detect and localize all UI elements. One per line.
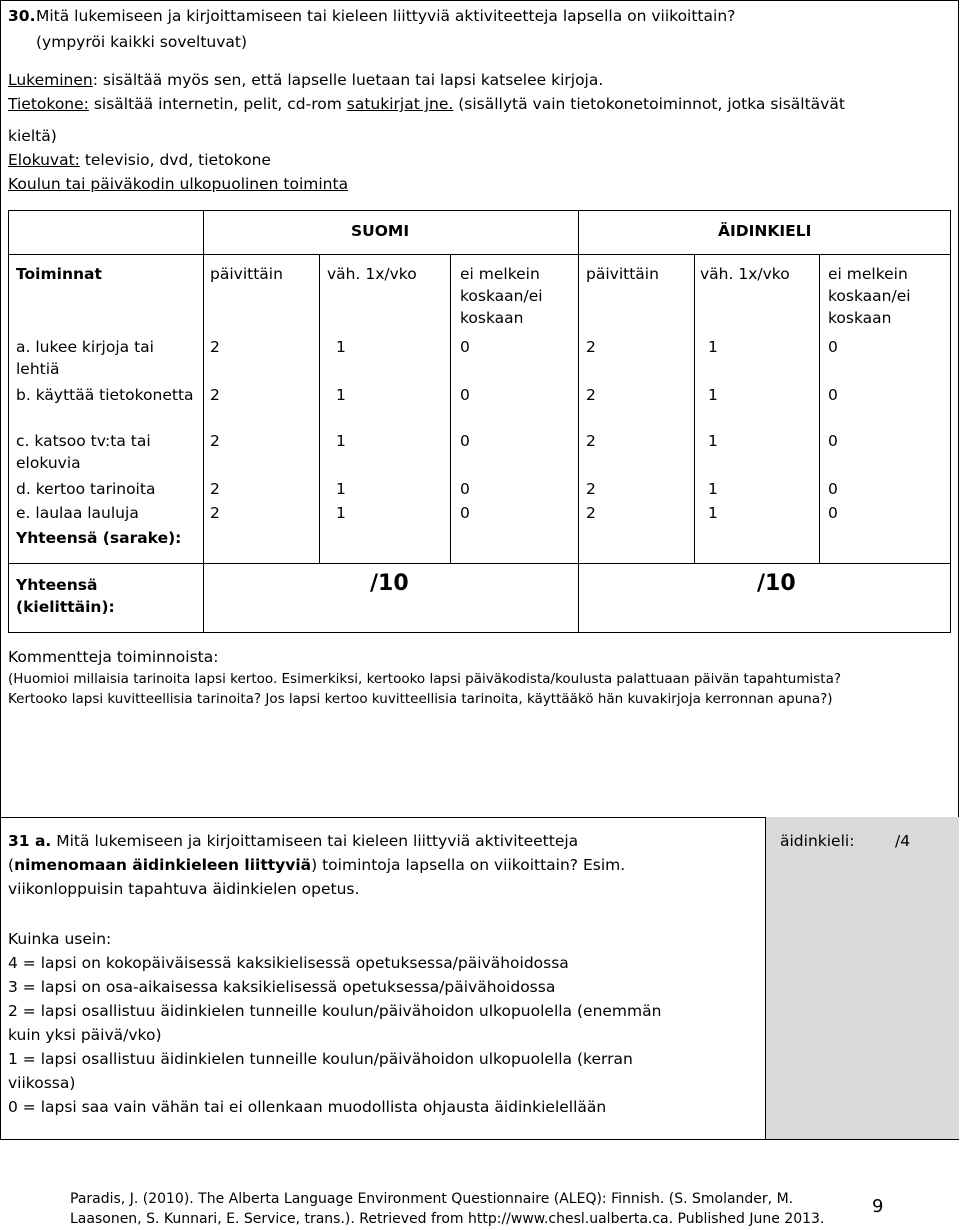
cell-value[interactable]: 2 [586, 504, 596, 522]
def-computer-text-a: sisältää internetin, pelit, cd-rom [88, 95, 347, 113]
cell-value[interactable]: 1 [708, 432, 718, 450]
comments-label: Kommentteja toiminnoista: [8, 648, 219, 666]
q30-number: 30. [8, 7, 36, 25]
q31-line2-rest: ) toimintoja lapsella on viikoittain? Esim. [311, 856, 626, 874]
group-header-aidinkieli: ÄIDINKIELI [718, 222, 812, 240]
cell-value[interactable]: 2 [210, 504, 220, 522]
q30-question: Mitä lukemiseen ja kirjoittamiseen tai kieleen liittyviä aktiviteetteja lapsella on viikoittain? [36, 7, 736, 25]
comments-hint-line1: (Huomioi millaisia tarinoita lapsi kertoo. Esimerkiksi, kertooko lapsi päiväkodista/koulusta palattuaan päivän tapahtumista? [8, 671, 842, 687]
def-computer-text-c: (sisällytä vain tietokonetoiminnot, jotka sisältävät [453, 95, 845, 113]
scale-item: kuin yksi päivä/vko) [8, 1026, 162, 1044]
col-header-aidinkieli-weekly: väh. 1x/vko [700, 265, 790, 283]
cell-value[interactable]: 0 [828, 504, 838, 522]
cell-value[interactable]: 2 [586, 432, 596, 450]
cell-value[interactable]: 2 [210, 432, 220, 450]
cell-value[interactable]: 2 [210, 338, 220, 356]
def-reading-label: Lukeminen [8, 71, 93, 89]
row-label: d. kertoo tarinoita [16, 480, 156, 498]
row-label: a. lukee kirjoja tai lehtiä [16, 338, 154, 378]
q31-paren: ( [8, 856, 15, 874]
cell-value[interactable]: 0 [828, 386, 838, 404]
cell-value[interactable]: 1 [336, 504, 346, 522]
score-aidinkieli[interactable]: /10 [757, 571, 796, 596]
cell-value[interactable]: 1 [708, 504, 718, 522]
cell-value[interactable]: 0 [828, 480, 838, 498]
def-movies [8, 149, 271, 171]
def-reading [8, 69, 603, 91]
cell-value[interactable]: 0 [828, 432, 838, 450]
def-computer-text-b: satukirjat jne. [346, 95, 454, 113]
cell-value[interactable]: 2 [586, 338, 596, 356]
cell-value[interactable]: 2 [586, 480, 596, 498]
scale-item: 0 = lapsi saa vain vähän tai ei ollenkaan muodollista ohjausta äidinkielellään [8, 1098, 607, 1116]
citation-line2: Laasonen, S. Kunnari, E. Service, trans.). Retrieved from http://www.chesl.ualberta.ca. Published June 2013. [70, 1211, 825, 1227]
q31-question: Mitä lukemiseen ja kirjoittamiseen tai kieleen liittyviä aktiviteetteja [51, 832, 579, 850]
cell-value[interactable]: 1 [336, 386, 346, 404]
q31-number: 31 a. [8, 832, 52, 850]
scale-item: 1 = lapsi osallistuu äidinkielen tunneille koulun/päivähoidon ulkopuolella (kerran [8, 1050, 633, 1068]
comments-hint-line2: Kertooko lapsi kuvitteellisia tarinoita? Jos lapsi kertoo kuvitteellisia tarinoita, käyttääkö hän kuvakirjoja kerronnan apuna?) [8, 691, 833, 707]
cell-value[interactable]: 0 [460, 432, 470, 450]
total-column-label: Yhteensä (sarake): [16, 529, 182, 547]
cell-value[interactable]: 2 [210, 386, 220, 404]
col-header-suomi-never: ei melkein koskaan/ei koskaan [460, 265, 543, 327]
scale-item: 4 = lapsi on kokopäiväisessä kaksikielisessä opetuksessa/päivähoidossa [8, 954, 569, 972]
score-box [765, 817, 959, 1139]
def-outside-activity: Koulun tai päiväkodin ulkopuolinen toiminta [8, 175, 349, 193]
cell-value[interactable]: 1 [708, 386, 718, 404]
total-language-label: Yhteensä (kielittäin): [16, 576, 115, 616]
col-header-aidinkieli-daily: päivittäin [586, 265, 659, 283]
scale-item: 3 = lapsi on osa-aikaisessa kaksikielisessä opetuksessa/päivähoidossa [8, 978, 556, 996]
col-header-activities: Toiminnat [16, 265, 102, 283]
cell-value[interactable]: 1 [336, 432, 346, 450]
def-movies-label: Elokuvat: [8, 151, 80, 169]
q30-subtitle: (ympyröi kaikki soveltuvat) [36, 33, 248, 51]
cell-value[interactable]: 1 [336, 480, 346, 498]
def-computer-cont: kieltä) [8, 127, 57, 145]
cell-value[interactable]: 0 [460, 504, 470, 522]
cell-value[interactable]: 1 [336, 338, 346, 356]
col-header-suomi-weekly: väh. 1x/vko [327, 265, 417, 283]
def-movies-text: televisio, dvd, tietokone [79, 151, 271, 169]
cell-value[interactable]: 0 [460, 386, 470, 404]
scale-item: 2 = lapsi osallistuu äidinkielen tunneille koulun/päivähoidon ulkopuolella (enemmän [8, 1002, 662, 1020]
score-value-aidinkieli[interactable]: /4 [895, 832, 911, 850]
citation-line1: Paradis, J. (2010). The Alberta Language Environment Questionnaire (ALEQ): Finnish. (S. Smolander, M. [70, 1191, 794, 1207]
q31-line2 [8, 854, 625, 876]
def-computer-label: Tietokone: [8, 95, 89, 113]
page-number: 9 [872, 1196, 884, 1217]
cell-value[interactable]: 0 [828, 338, 838, 356]
row-label: c. katsoo tv:ta tai elokuvia [16, 432, 151, 472]
row-label: e. laulaa lauluja [16, 504, 139, 522]
q31-line1 [8, 830, 578, 852]
col-header-suomi-daily: päivittäin [210, 265, 283, 283]
scale-item: viikossa) [8, 1074, 76, 1092]
score-label-aidinkieli: äidinkieli: [780, 832, 855, 850]
def-computer [8, 93, 845, 115]
def-reading-text: : sisältää myös sen, että lapselle luetaan tai lapsi katselee kirjoja. [92, 71, 604, 89]
how-often-label: Kuinka usein: [8, 930, 112, 948]
col-header-aidinkieli-never: ei melkein koskaan/ei koskaan [828, 265, 911, 327]
cell-value[interactable]: 0 [460, 338, 470, 356]
q31-line3: viikonloppuisin tapahtuva äidinkielen opetus. [8, 880, 360, 898]
cell-value[interactable]: 2 [586, 386, 596, 404]
q31-emphasis: nimenomaan äidinkieleen liittyviä [14, 856, 312, 874]
cell-value[interactable]: 1 [708, 480, 718, 498]
score-suomi[interactable]: /10 [370, 571, 409, 596]
row-label: b. käyttää tietokonetta [16, 386, 194, 404]
cell-value[interactable]: 1 [708, 338, 718, 356]
cell-value[interactable]: 0 [460, 480, 470, 498]
cell-value[interactable]: 2 [210, 480, 220, 498]
group-header-suomi: SUOMI [351, 222, 410, 240]
